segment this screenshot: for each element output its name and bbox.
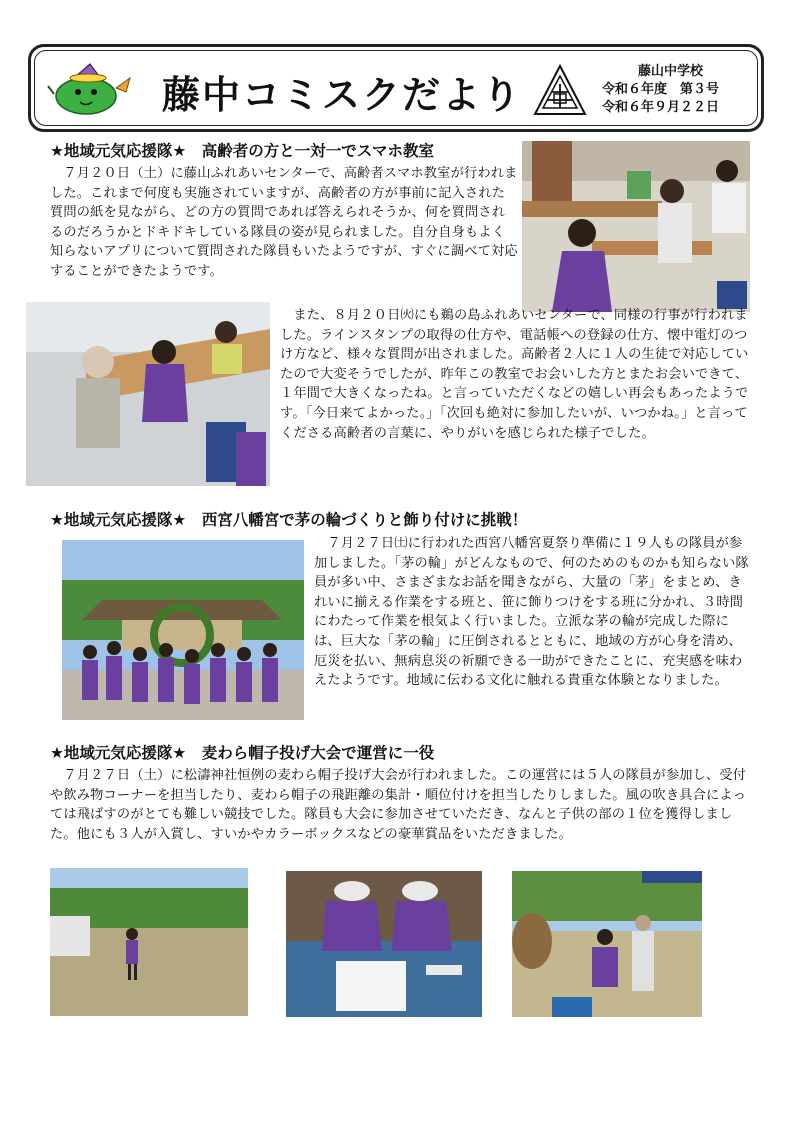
section1-paragraph1 — [50, 164, 518, 282]
photo-smartphone-class-1 — [522, 141, 750, 312]
section3-heading: ★地域元気応援隊★ 麦わら帽子投げ大会で運営に一役 — [50, 744, 435, 762]
newsletter-title: 藤中コミスクだより — [162, 73, 523, 117]
photo-hat-throw-field — [50, 868, 248, 1016]
section3-text: ７月２７日（土）に松濤神社恒例の麦わら帽子投げ大会が行われました。この運営には５人の隊員が参加し、受付や飲み物コーナーを担当したり、麦わら帽子の飛距離の集計・順位付けを担当したりしました。風の吹き具合によっては飛ばすのがとても難しい競技でした。隊員も大会に参加させていただき、なんと子供の部の１位を獲得しました。他にも３人が入賞し、すいかやカラーボックスなどの豪華賞品をいただきました。 — [50, 768, 747, 842]
photo-hat-throw-tally — [286, 871, 482, 1017]
photo-hat-throw-measure — [512, 871, 702, 1017]
section1-heading: ★地域元気応援隊★ 高齢者の方と一対一でスマホ教室 — [50, 142, 434, 160]
section2-paragraph — [314, 534, 754, 691]
section2-text: ７月２７日㈯に行われた西宮八幡宮夏祭り準備に１９人もの隊員が参加しました。「茅の輪」がどんなもので、何のためのものかも知らない隊員が多い中、さまざまなお話を聞きながら、大量の「茅」をまとめ、きれいに揃える作業をする班と、笹に飾りつけをする班に分かれ、３時間にわたって作業を根気よく行いました。立派な茅の輪が完成した際には、巨大な「茅の輪」に圧倒されるとともに、地域の方が心身を清め、厄災を払い、無病息災の祈願できる一助ができたことに、充実感を味わえたようです。地域に伝わる文化に触れる貴重な体験となりました。 — [314, 536, 749, 689]
school-emblem-icon — [533, 64, 587, 118]
issue-number: 令和６年度 第３号 — [602, 82, 720, 97]
photo-shrine-group — [62, 540, 304, 720]
section3-paragraph — [50, 766, 754, 844]
section2-heading: ★地域元気応援隊★ 西宮八幡宮で茅の輪づくりと飾り付けに挑戦！ — [50, 511, 528, 529]
issue-date: 令和６年９月２２日 — [602, 100, 720, 115]
section1-paragraph2 — [280, 306, 752, 443]
section1-text2: また、８月２０日㈫にも鵜の島ふれあいセンターで、同様の行事が行われました。ラインスタンプの取得の仕方や、電話帳への登録の仕方、懐中電灯のつけ方など、様々な質問が出されました。高齢者２人に１人の生徒で対応していたので大変そうでしたが、昨年この教室でお会いした方とまたお会いできて、１年間で大きくなったね。と言っていただくなどの嬉しい再会もあったようです。「今日来てよかった。」「次回も絶対に参加したいが、いつかね。」と言ってくださる高齢者の言葉に、やりがいを感じられた様子でした。 — [280, 308, 749, 441]
photo-smartphone-class-2 — [26, 302, 270, 486]
school-name: 藤山中学校 — [638, 64, 704, 79]
mascot-logo — [46, 58, 136, 118]
issue-info — [602, 63, 752, 117]
section1-text1: ７月２０日（土）に藤山ふれあいセンターで、高齢者スマホ教室が行われました。これまで何度も実施されていますが、高齢者の方が事前に記入された質問の紙を見ながら、どの方の質問であれば答えられそうか、何を質問されるのだろうかとドキドキしている隊員の姿が見られました。自分自身もよく知らないアプリについて質問された隊員もいたようですが、すぐに調べて対応することができたようです。 — [50, 166, 518, 279]
